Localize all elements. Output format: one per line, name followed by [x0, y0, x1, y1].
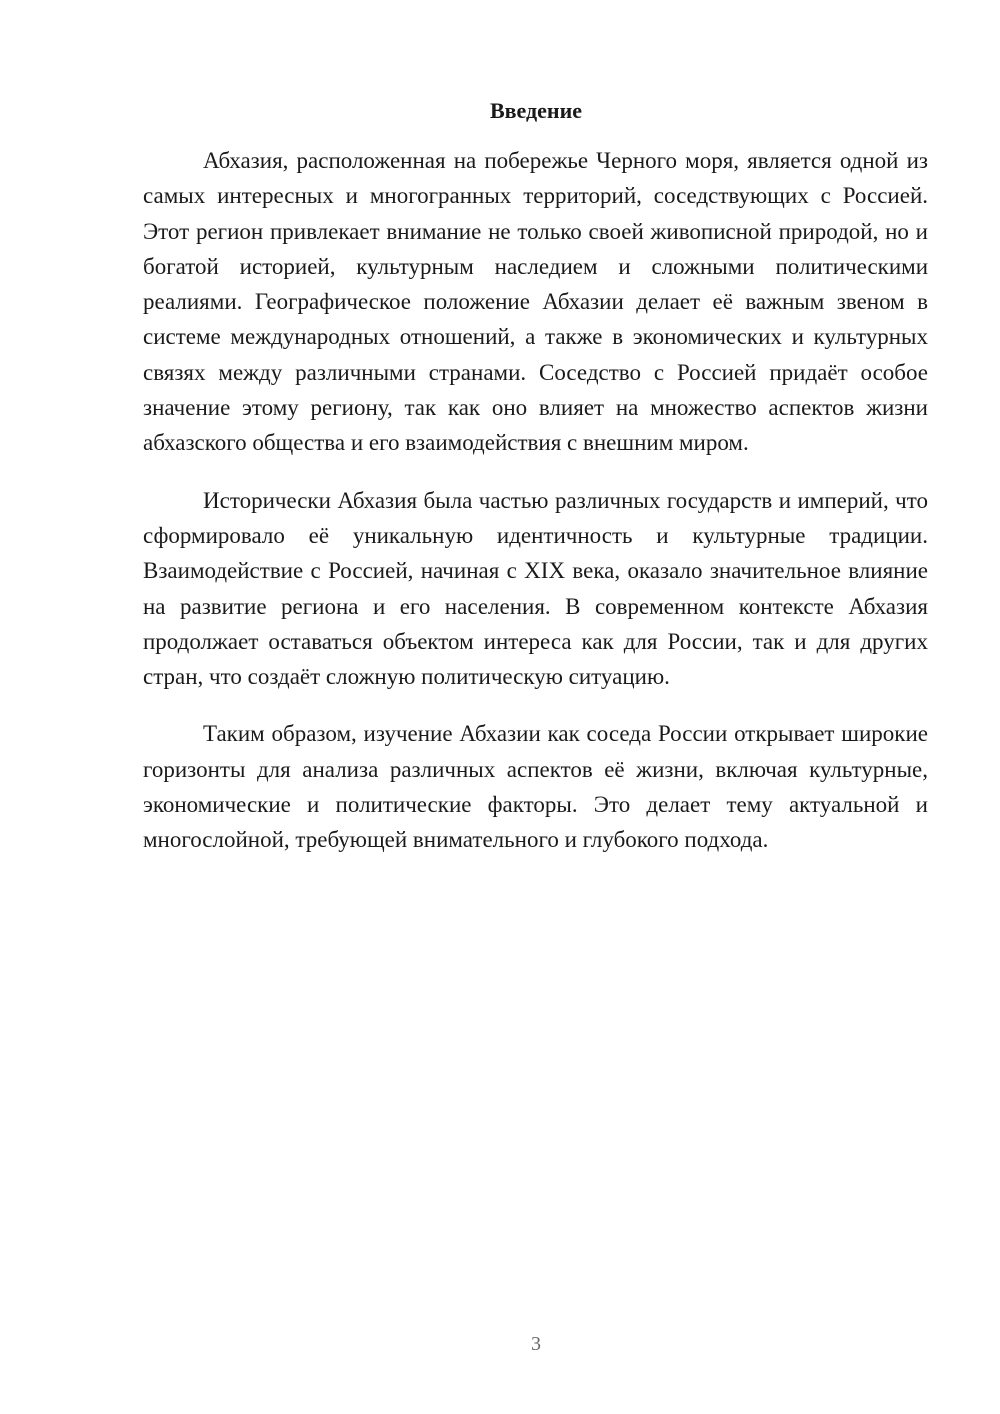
- paragraph-1: Абхазия, расположенная на побережье Черного моря, является одной из самых интересных и многогранных территорий, соседствующих с Россией. Этот регион привлекает внимание не только своей живописной природой, но и богатой историей, культурным наследием и сложными политическими реалиями. Географическое положение Абхазии делает её важным звеном в системе международных отношений, а также в экономических и культурных связях между различными странами. Соседство с Россией придаёт особое значение этому региону, так как оно влияет на множество аспектов жизни абхазского общества и его взаимодействия с внешним миром.: [143, 148, 928, 456]
- page-number: 3: [531, 1333, 541, 1355]
- paragraph-2: Исторически Абхазия была частью различных государств и империй, что сформировало её уникальную идентичность и культурные традиции. Взаимодействие с Россией, начиная с XIX века, оказало значительное влияние на развитие региона и его населения. В современном контексте Абхазия продолжает оставаться объектом интереса как для России, так и для других стран, что создаёт сложную политическую ситуацию.: [143, 487, 928, 690]
- section-heading: Введение: [489, 98, 583, 123]
- body-text: [143, 143, 928, 880]
- paragraph-3: Таким образом, изучение Абхазии как соседа России открывает широкие горизонты для анализа различных аспектов её жизни, включая культурные, экономические и политические факторы. Это делает тему актуальной и многослойной, требующей внимательного и глубокого подхода.: [143, 721, 928, 853]
